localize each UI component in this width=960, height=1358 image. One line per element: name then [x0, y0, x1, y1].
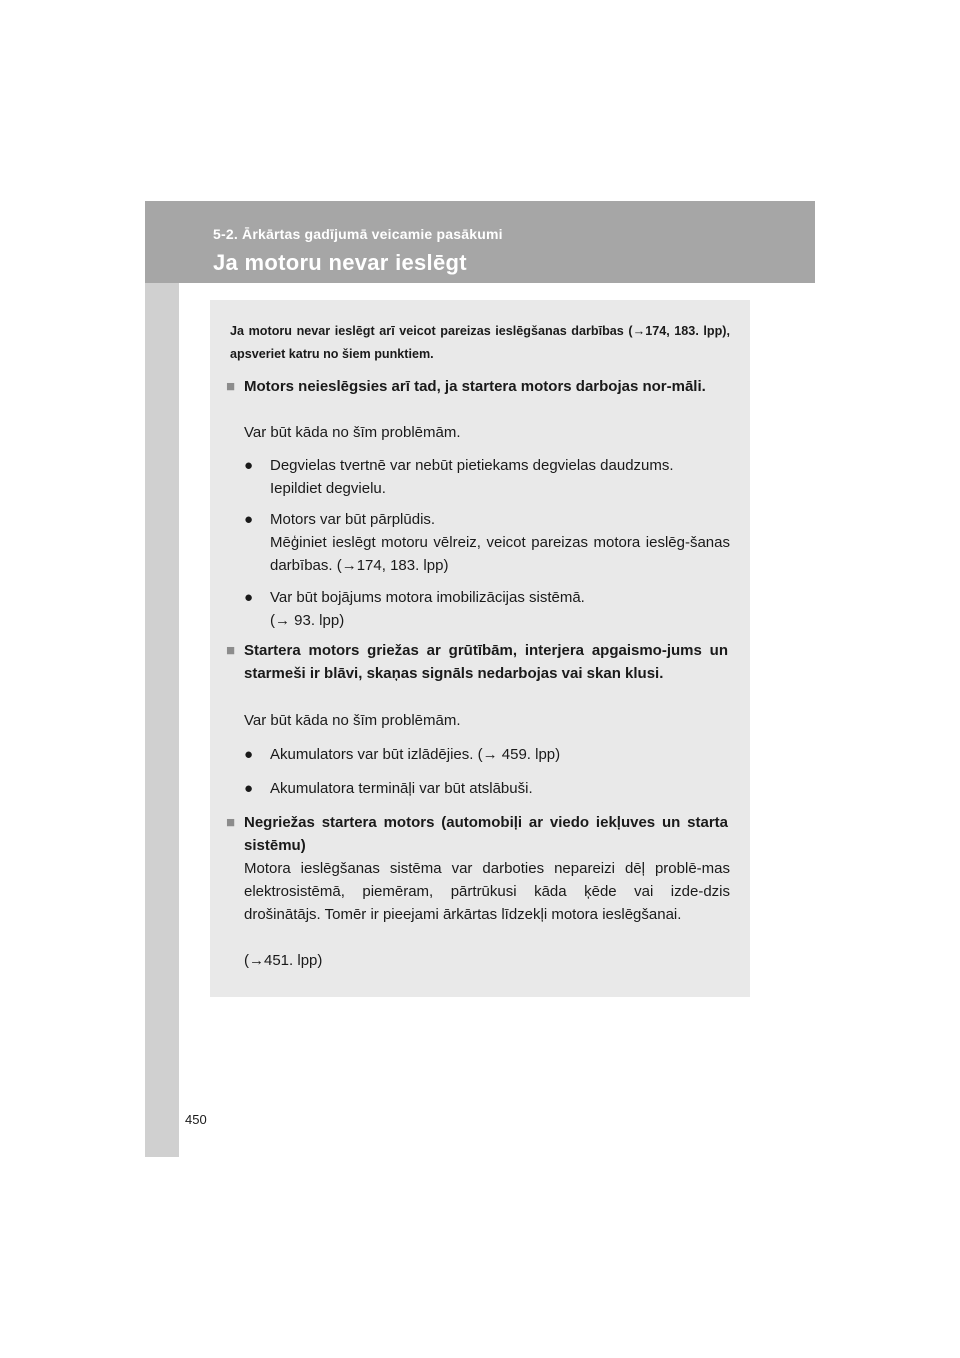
list-item-text: Iepildiet degvielu.: [270, 480, 386, 497]
list-item: [244, 508, 730, 577]
list-item-text: Degvielas tvertnē var nebūt pietiekams degvielas daudzums.: [270, 457, 674, 474]
square-marker-icon: ■: [226, 378, 236, 395]
section-label: 5-2. Ārkārtas gadījumā veicamie pasākumi: [213, 226, 503, 242]
list-item: [244, 454, 730, 500]
section-lead-1: Var būt kāda no šīm problēmām.: [244, 424, 461, 441]
bullet-icon: ●: [244, 780, 254, 797]
section-heading-1: ■ Motors neieslēgsies arī tad, ja startera motors darbojas nor-māli.: [226, 375, 728, 398]
list-item-text: Var būt bojājums motora imobilizācijas sistēmā.: [270, 589, 585, 606]
section-lead-2: Var būt kāda no šīm problēmām.: [244, 712, 461, 729]
square-marker-icon: ■: [226, 642, 236, 659]
page-reference: (→451. lpp): [244, 952, 323, 969]
list-item-text: Akumulators var būt izlādējies. (→ 459. lpp): [270, 746, 561, 763]
page-number: 450: [185, 1112, 207, 1127]
list-item: [244, 777, 730, 800]
list-item: [244, 586, 730, 632]
list-item-text: Mēģiniet ieslēgt motoru vēlreiz, veicot pareizas motora ieslēg-šanas darbības. (→174, 183. lpp): [270, 534, 730, 574]
page-title: Ja motoru nevar ieslēgt: [213, 250, 467, 275]
section-body-3: Motora ieslēgšanas sistēma var darboties nepareizi dēļ problē-mas elektrosistēmā, piemēram, pārtrūkusi kāda ķēde vai izde-dzis drošinātājs. Tomēr ir pieejami ārkārtas līdzekļi motora ieslēgšanai.: [244, 860, 730, 923]
side-strip: [145, 283, 179, 1157]
bullet-icon: ●: [244, 589, 254, 606]
bullet-icon: ●: [244, 457, 254, 474]
bullet-icon: ●: [244, 746, 254, 763]
section-heading-2: ■ Startera motors griežas ar grūtībām, interjera apgaismo-jums un starmeši ir blāvi, skaņas signāls nedarbojas vai skan klusi.: [226, 639, 728, 685]
list-item-text: Motors var būt pārplūdis.: [270, 511, 436, 528]
list-item-text: Akumulatora termināļi var būt atslābuši.: [270, 780, 533, 797]
intro-text: Ja motoru nevar ieslēgt arī veicot pareizas ieslēgšanas darbības (→174, 183. lpp), apsveriet katru no šiem punktiem.: [230, 324, 730, 361]
section-heading-3: ■ Negriežas startera motors (automobiļi ar viedo iekļuves un starta sistēmu): [226, 811, 728, 857]
bullet-icon: ●: [244, 511, 254, 528]
square-marker-icon: ■: [226, 814, 236, 831]
list-item-text: (→ 93. lpp): [270, 612, 345, 629]
list-item: [244, 743, 730, 766]
